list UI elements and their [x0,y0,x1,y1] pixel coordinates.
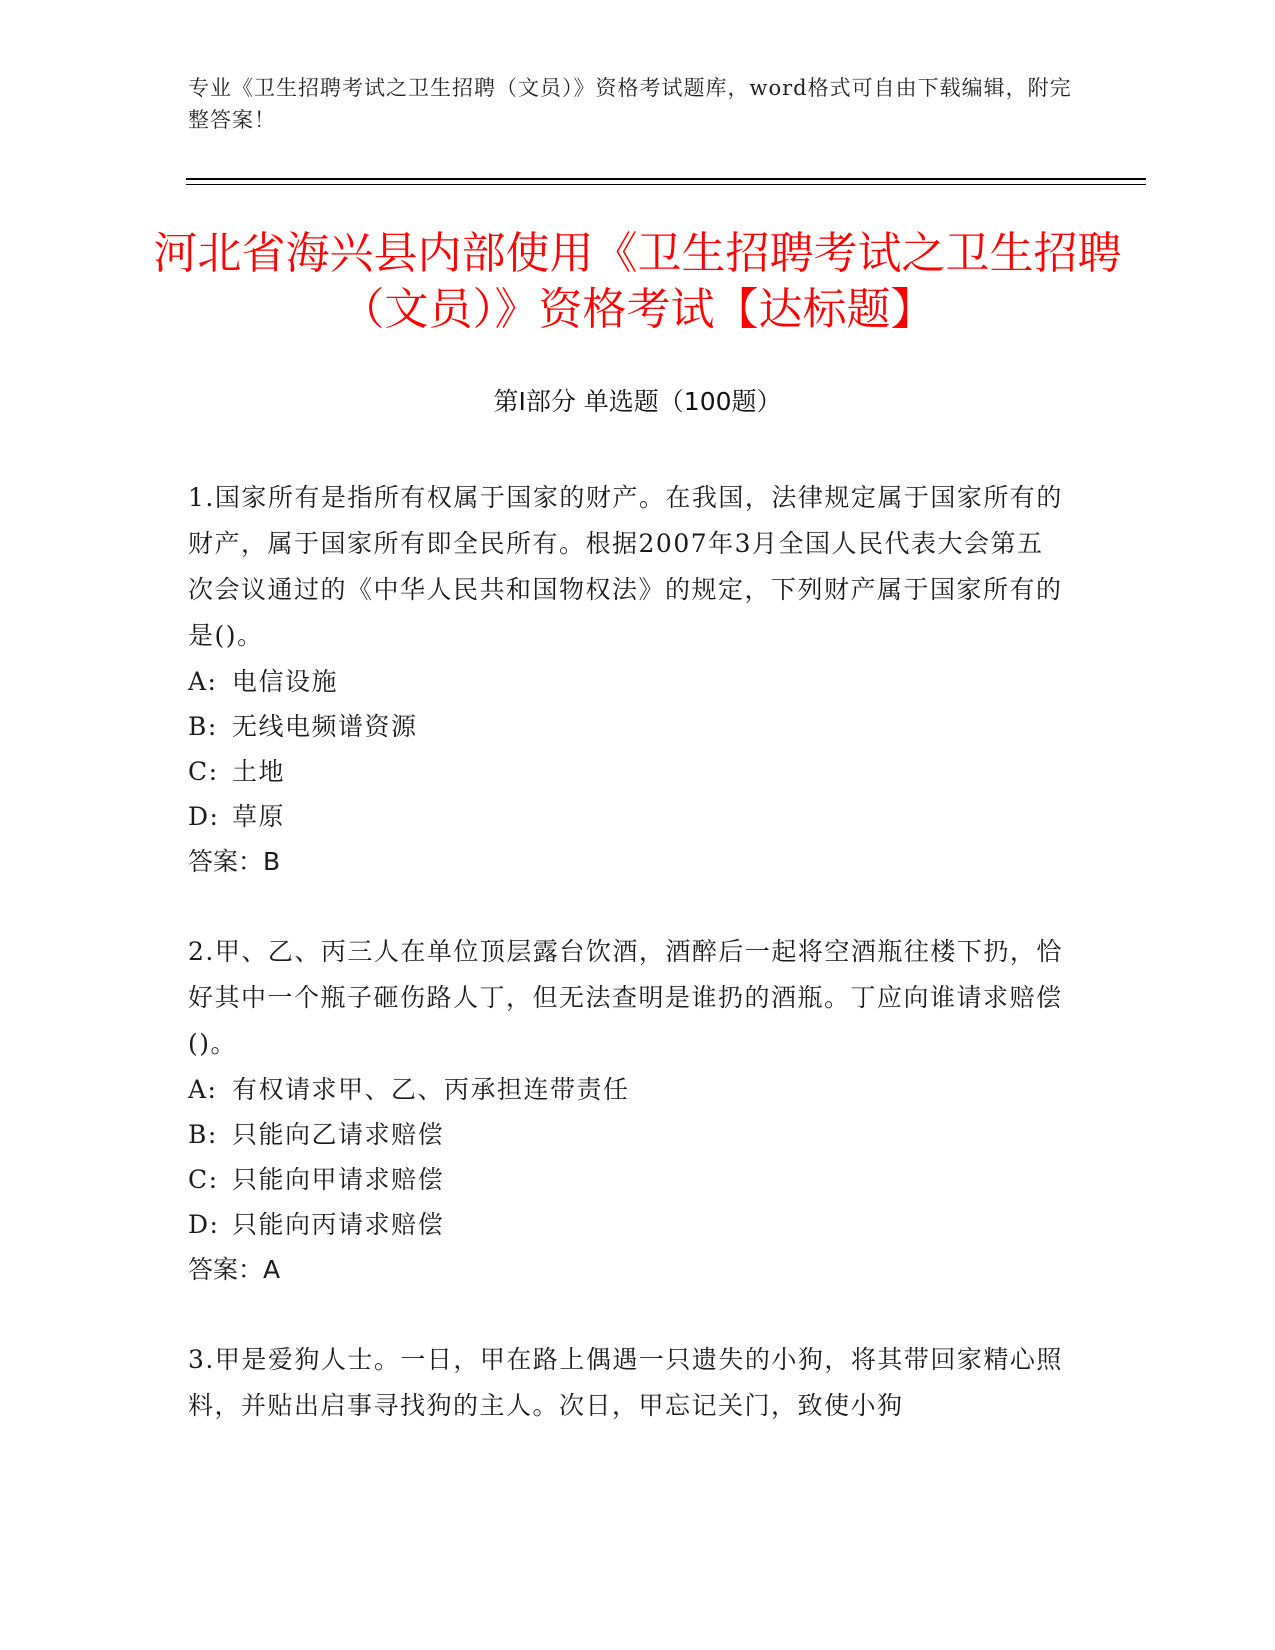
section-heading: 第Ⅰ部分 单选题（100题） [493,387,782,416]
header-rule-thin [186,184,1146,185]
option-b [188,704,1068,749]
question-1 [188,475,1068,885]
option-a [188,659,1068,704]
option-letter: C: [188,757,219,786]
option-letter: A: [188,1075,218,1104]
option-b [188,1112,1068,1157]
option-text: 土地 [232,757,286,786]
option-c [188,1157,1068,1202]
question-2 [188,929,1068,1293]
option-d [188,1202,1068,1247]
document-title: 河北省海兴县内部使用《卫生招聘考试之卫生招聘（文员）》资格考试【达标题】 [153,228,1122,335]
answer-line: 答案：A [188,1255,281,1284]
option-text: 只能向丙请求赔偿 [232,1210,445,1239]
option-a [188,1067,1068,1112]
question-list [188,475,1068,1473]
option-text: 只能向乙请求赔偿 [232,1120,445,1149]
question-3 [188,1337,1068,1429]
option-letter: A: [188,667,218,696]
option-d [188,794,1068,839]
header-rule-thick [186,178,1146,180]
option-text: 电信设施 [232,667,339,696]
option-text: 有权请求甲、乙、丙承担连带责任 [232,1075,630,1104]
option-c [188,749,1068,794]
header-note: 专业《卫生招聘考试之卫生招聘（文员）》资格考试题库，word格式可自由下载编辑，附完整答案！ [188,76,1072,132]
question-stem: 3.甲是爱狗人士。一日，甲在路上偶遇一只遗失的小狗，将其带回家精心照料，并贴出启事寻找狗的主人。次日，甲忘记关门，致使小狗 [188,1345,1063,1420]
option-text: 无线电频谱资源 [232,712,418,741]
option-letter: B: [188,712,218,741]
answer-line: 答案：B [188,847,281,876]
option-text: 草原 [232,802,286,831]
option-letter: D: [188,1210,220,1239]
option-text: 只能向甲请求赔偿 [232,1165,445,1194]
question-stem: 1.国家所有是指所有权属于国家的财产。在我国，法律规定属于国家所有的财产，属于国家所有即全民所有。根据2007年3月全国人民代表大会第五次会议通过的《中华人民共和国物权法》的规定，下列财产属于国家所有的是()。 [188,483,1063,650]
option-letter: B: [188,1120,218,1149]
option-letter: D: [188,802,220,831]
question-stem: 2.甲、乙、丙三人在单位顶层露台饮酒，酒醉后一起将空酒瓶往楼下扔，恰好其中一个瓶子砸伤路人丁，但无法查明是谁扔的酒瓶。丁应向谁请求赔偿()。 [188,937,1063,1058]
option-letter: C: [188,1165,219,1194]
